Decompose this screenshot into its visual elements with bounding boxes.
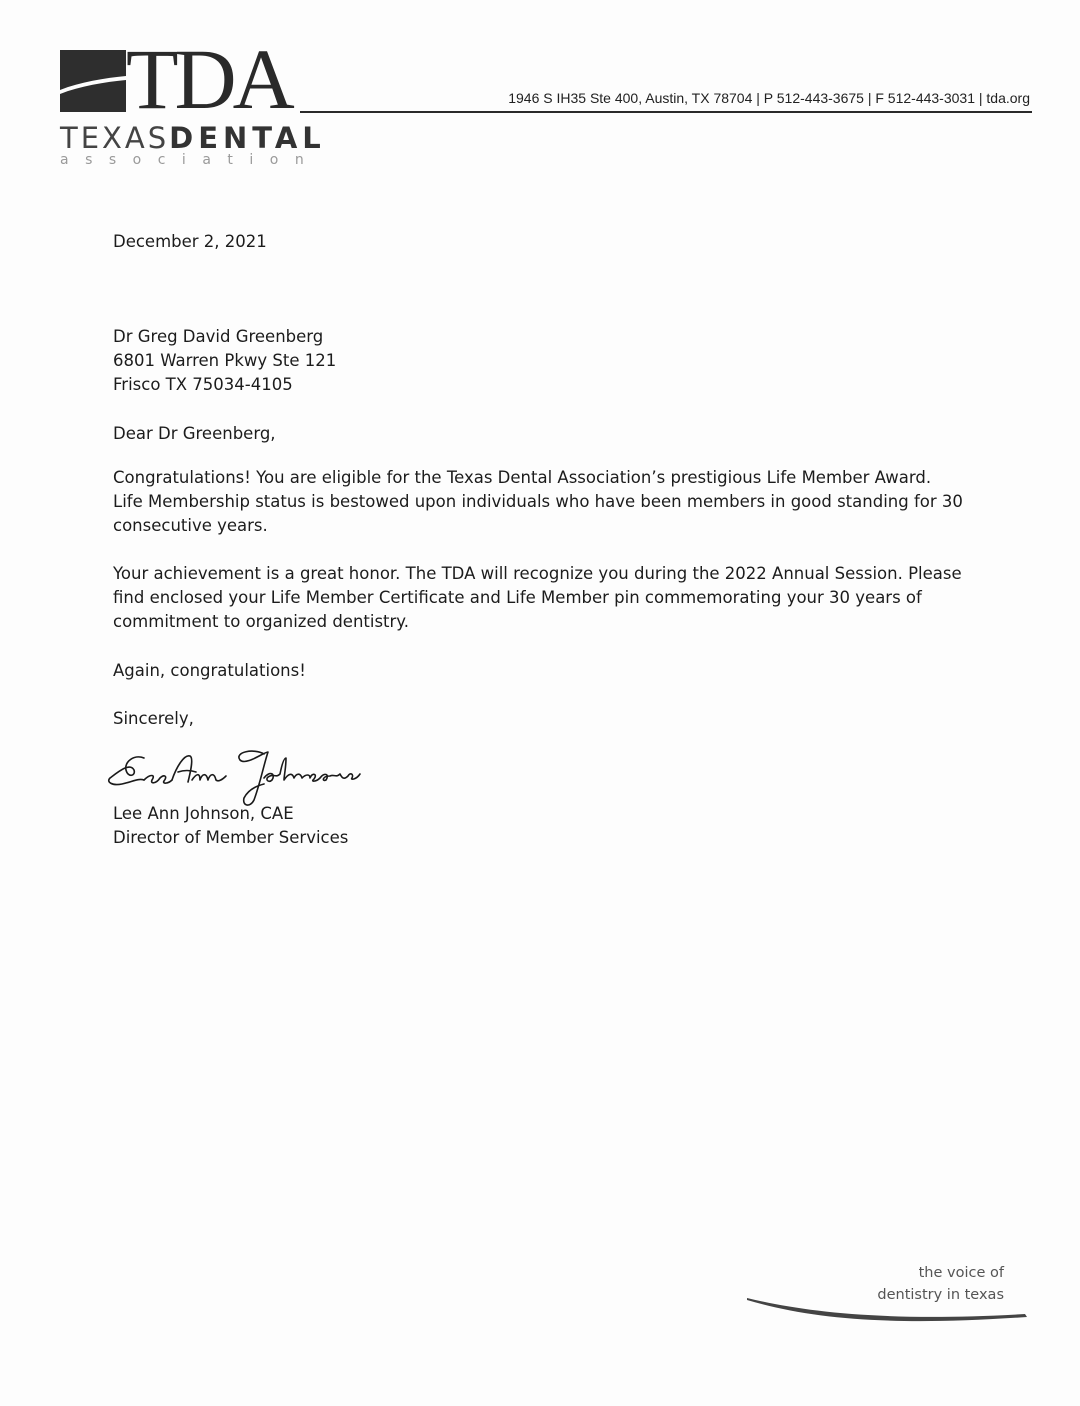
wordmark-texas: TEXAS (60, 121, 170, 155)
signer-title: Director of Member Services (113, 828, 349, 847)
letter-date: December 2, 2021 (113, 232, 267, 251)
signature-block (113, 802, 348, 850)
header-contact-line: 1946 S IH35 Ste 400, Austin, TX 78704 | P 512-443-3675 | F 512-443-3031 | tda.org (508, 90, 1030, 106)
footer-swoosh-icon (745, 1290, 1035, 1330)
recipient-address (113, 325, 336, 397)
salutation: Dear Dr Greenberg, (113, 424, 276, 443)
texas-dental-wordmark (60, 121, 326, 155)
recipient-name: Dr Greg David Greenberg (113, 327, 324, 346)
signer-name: Lee Ann Johnson, CAE (113, 804, 294, 823)
header-rule (300, 111, 1032, 113)
recipient-city: Frisco TX 75034-4105 (113, 375, 293, 394)
footer-tagline-line-2: dentistry in texas (877, 1287, 1004, 1303)
paragraph-achievement: Your achievement is a great honor. The TDA will recognize you during the 2022 Annual Session. Please find enclosed your Life Member Certificate and Life Member pin commemorating your 30 years of commitment to organized dentistry. (113, 564, 962, 631)
paragraph-congratulations: Congratulations! You are eligible for the Texas Dental Association’s prestigious Life Member Award. Life Membership status is bestowed upon individuals who have been members in good standing for 30 consecutive years. (113, 468, 963, 535)
wordmark-association: association (60, 152, 321, 168)
valediction: Sincerely, (113, 709, 194, 728)
tda-logo-mark-icon (60, 50, 126, 112)
closing-line: Again, congratulations! (113, 661, 306, 680)
footer-tagline-line-1: the voice of (918, 1265, 1004, 1281)
tda-logo-text: TDA (126, 31, 291, 127)
recipient-street: 6801 Warren Pkwy Ste 121 (113, 351, 337, 370)
wordmark-dental: DENTAL (169, 121, 326, 155)
